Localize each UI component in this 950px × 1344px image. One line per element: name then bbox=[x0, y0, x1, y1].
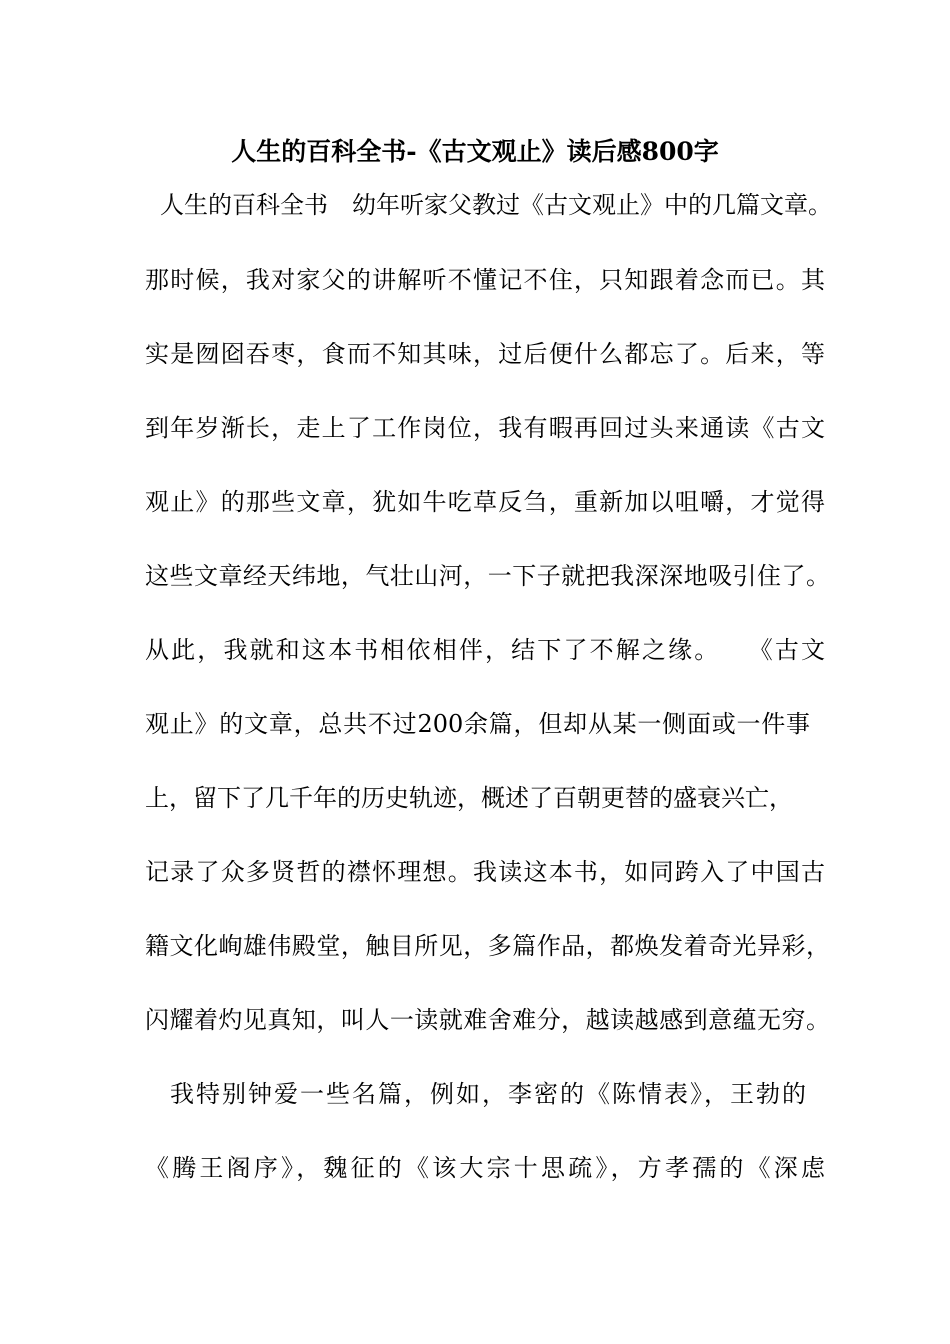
body-line: 记录了众多贤哲的襟怀理想。我读这本书，如同跨入了中国古 bbox=[145, 858, 825, 886]
document-title: 人生的百科全书-《古文观止》读后感800字 bbox=[231, 137, 719, 166]
body-line: 观止》的文章，总共不过200余篇，但却从某一侧面或一件事 bbox=[145, 710, 810, 738]
body-line: 那时候，我对家父的讲解听不懂记不住，只知跟着念而已。其 bbox=[145, 266, 825, 294]
body-line: 上，留下了几千年的历史轨迹，概述了百朝更替的盛衰兴亡， bbox=[145, 784, 793, 812]
body-line: 籍文化峋雄伟殿堂，触目所见，多篇作品，都焕发着奇光异彩， bbox=[145, 932, 830, 960]
body-line: 观止》的那些文章，犹如牛吃草反刍，重新加以咀嚼，才觉得 bbox=[145, 488, 825, 516]
body-line: 人生的百科全书 幼年听家父教过《古文观止》中的几篇文章。 bbox=[160, 191, 832, 219]
body-line: 到年岁渐长，走上了工作岗位，我有暇再回过头来通读《古文 bbox=[145, 414, 825, 442]
body-line: 《腾王阁序》，魏征的《该大宗十思疏》，方孝孺的《深虑 bbox=[145, 1154, 825, 1182]
body-line: 闪耀着灼见真知，叫人一读就难舍难分，越读越感到意蕴无穷。 bbox=[145, 1006, 830, 1034]
body-line: 这些文章经天纬地，气壮山河，一下子就把我深深地吸引住了。 bbox=[145, 562, 830, 590]
body-line: 实是囫囵吞枣，食而不知其味，过后便什么都忘了。后来，等 bbox=[145, 340, 825, 368]
body-line: 我特别钟爱一些名篇，例如，李密的《陈情表》，王勃的 bbox=[170, 1080, 806, 1108]
body-line: 从此，我就和这本书相依相伴，结下了不解之缘。 《古文 bbox=[145, 636, 825, 664]
